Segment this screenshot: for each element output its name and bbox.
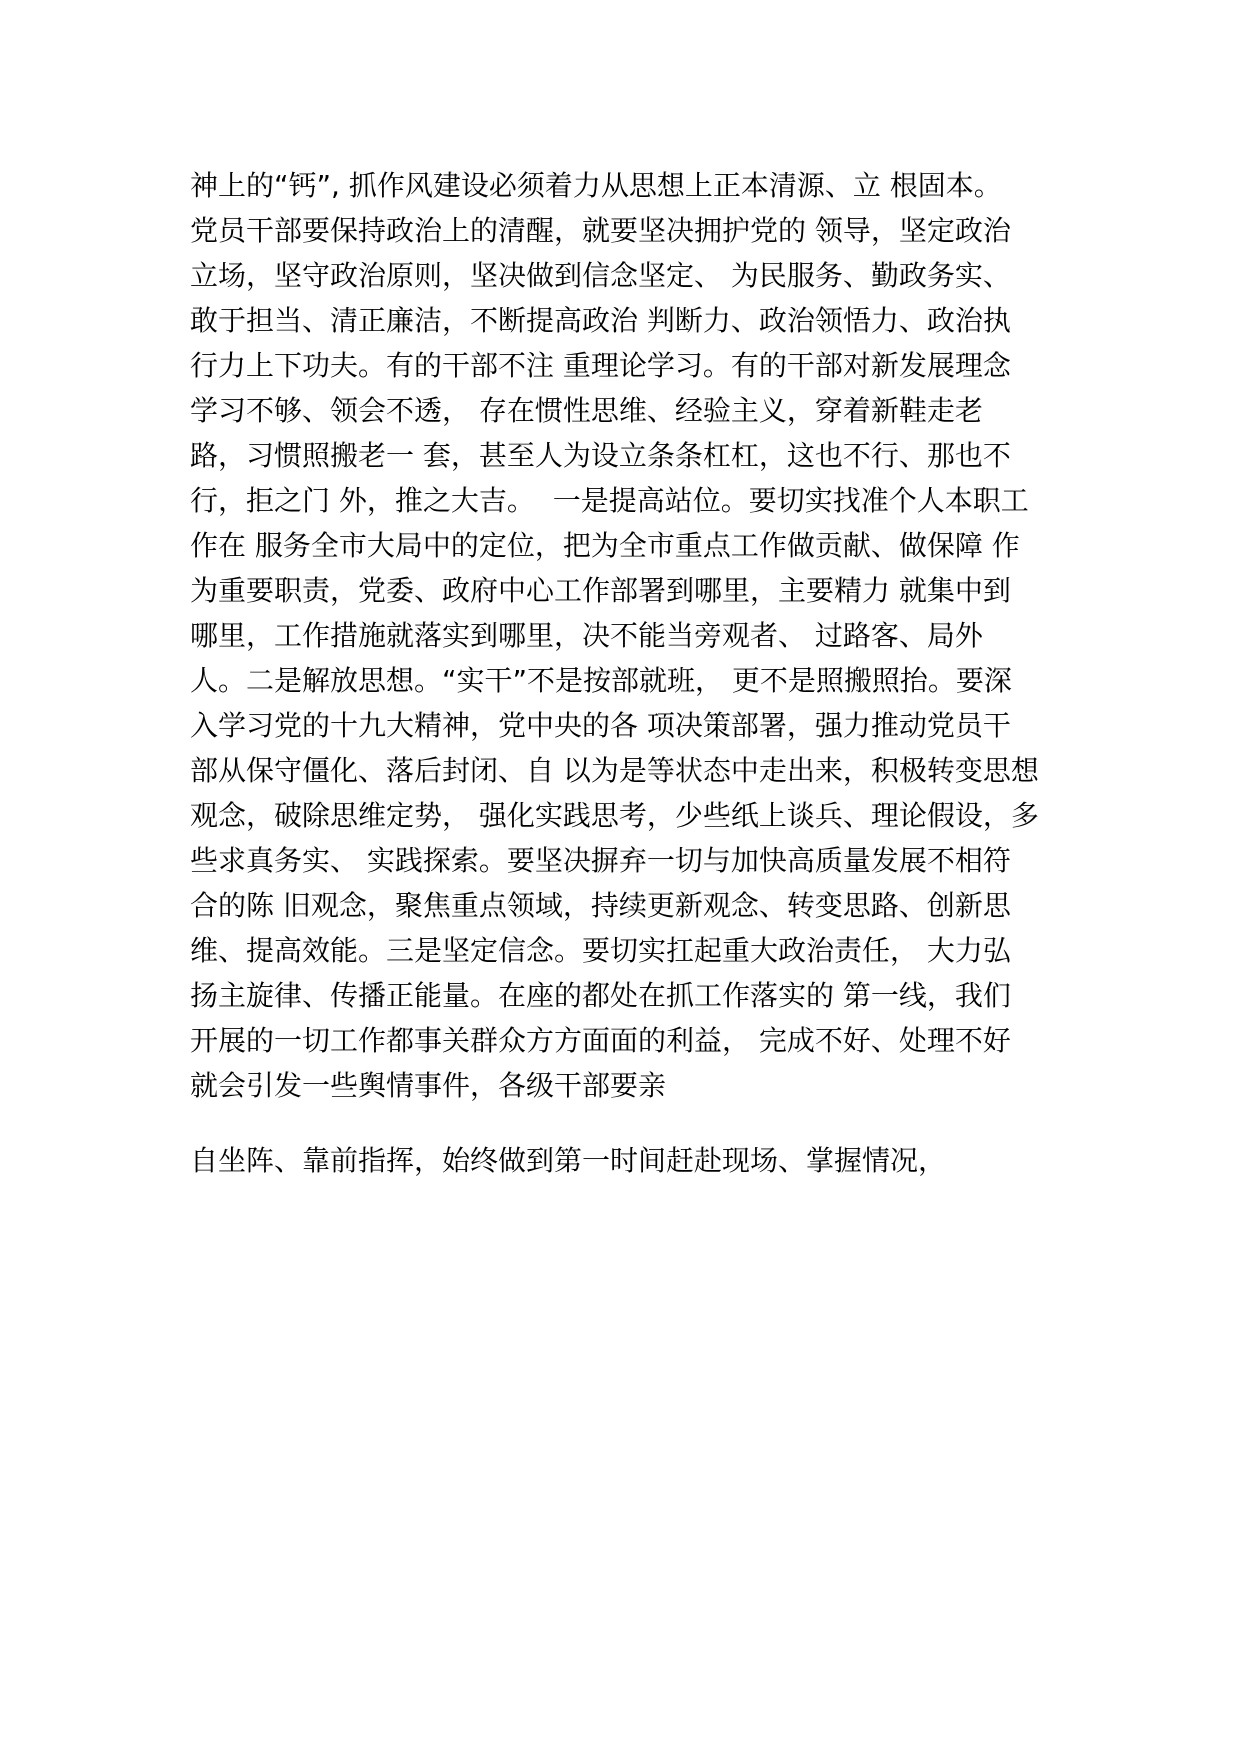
text-line: 哪里，工作措施就落实到哪里，决不能当旁观者、 过路客、局外 [190, 619, 983, 652]
text-line: 入学习党的十九大精神，党中央的各 项决策部署，强力推动党员干 [190, 709, 1011, 742]
text-line: 作在 服务全市大局中的定位，把为全市重点工作做贡献、做保障 作 [190, 529, 1020, 562]
text-line: 党员干部要保持政治上的清醒，就要坚决拥护党的 领导，坚定政治 [190, 214, 1011, 247]
text-line: 敢于担当、清正廉洁，不断提高政治 判断力、政治领悟力、政治执 [190, 304, 1011, 337]
text-line: 行力上下功夫。有的干部不注 重理论学习。有的干部对新发展理念 [190, 349, 1011, 382]
text-line: 自坐阵、靠前指挥，始终做到第一时间赶赴现场、掌握情况， [190, 1144, 947, 1177]
text-line: 合的陈 旧观念，聚焦重点领域，持续更新观念、转变思路、创新思 [190, 889, 1011, 922]
text-line: 观念，破除思维定势， 强化实践思考，少些纸上谈兵、理论假设，多 [190, 799, 1039, 832]
trailing-paragraph [190, 1138, 1070, 1183]
text-line: 行，拒之门 外，推之大吉。 一是提高站位。要切实找准个人本职工 [190, 484, 1029, 517]
text-line: 神上的“钙”, 抓作风建设必须着力从思想上正本清源、立 根固本。 [190, 169, 1002, 202]
text-line: 学习不够、领会不透， 存在惯性思维、经验主义，穿着新鞋走老 [190, 394, 983, 427]
text-line: 扬主旋律、传播正能量。在座的都处在抓工作落实的 第一线，我们 [190, 979, 1011, 1012]
text-line: 人。二是解放思想。“实干”不是按部就班， 更不是照搬照抬。要深 [190, 664, 1012, 697]
text-line: 开展的一切工作都事关群众方方面面的利益， 完成不好、处理不好 [190, 1024, 1011, 1057]
text-line: 维、提高效能。三是坚定信念。要切实扛起重大政治责任， 大力弘 [190, 934, 1011, 967]
text-line: 部从保守僵化、落后封闭、自 以为是等状态中走出来，积极转变思想 [190, 754, 1039, 787]
text-line: 些求真务实、 实践探索。要坚决摒弃一切与加快高质量发展不相符 [190, 844, 1011, 877]
text-line: 就会引发一些舆情事件，各级干部要亲 [190, 1069, 667, 1102]
text-line: 为重要职责，党委、政府中心工作部署到哪里，主要精力 就集中到 [190, 574, 1011, 607]
body-paragraph [190, 163, 1070, 1108]
text-line: 立场，坚守政治原则，坚决做到信念坚定、 为民服务、勤政务实、 [190, 259, 1011, 292]
text-line: 路，习惯照搬老一 套，甚至人为设立条条杠杠，这也不行、那也不 [190, 439, 1011, 472]
